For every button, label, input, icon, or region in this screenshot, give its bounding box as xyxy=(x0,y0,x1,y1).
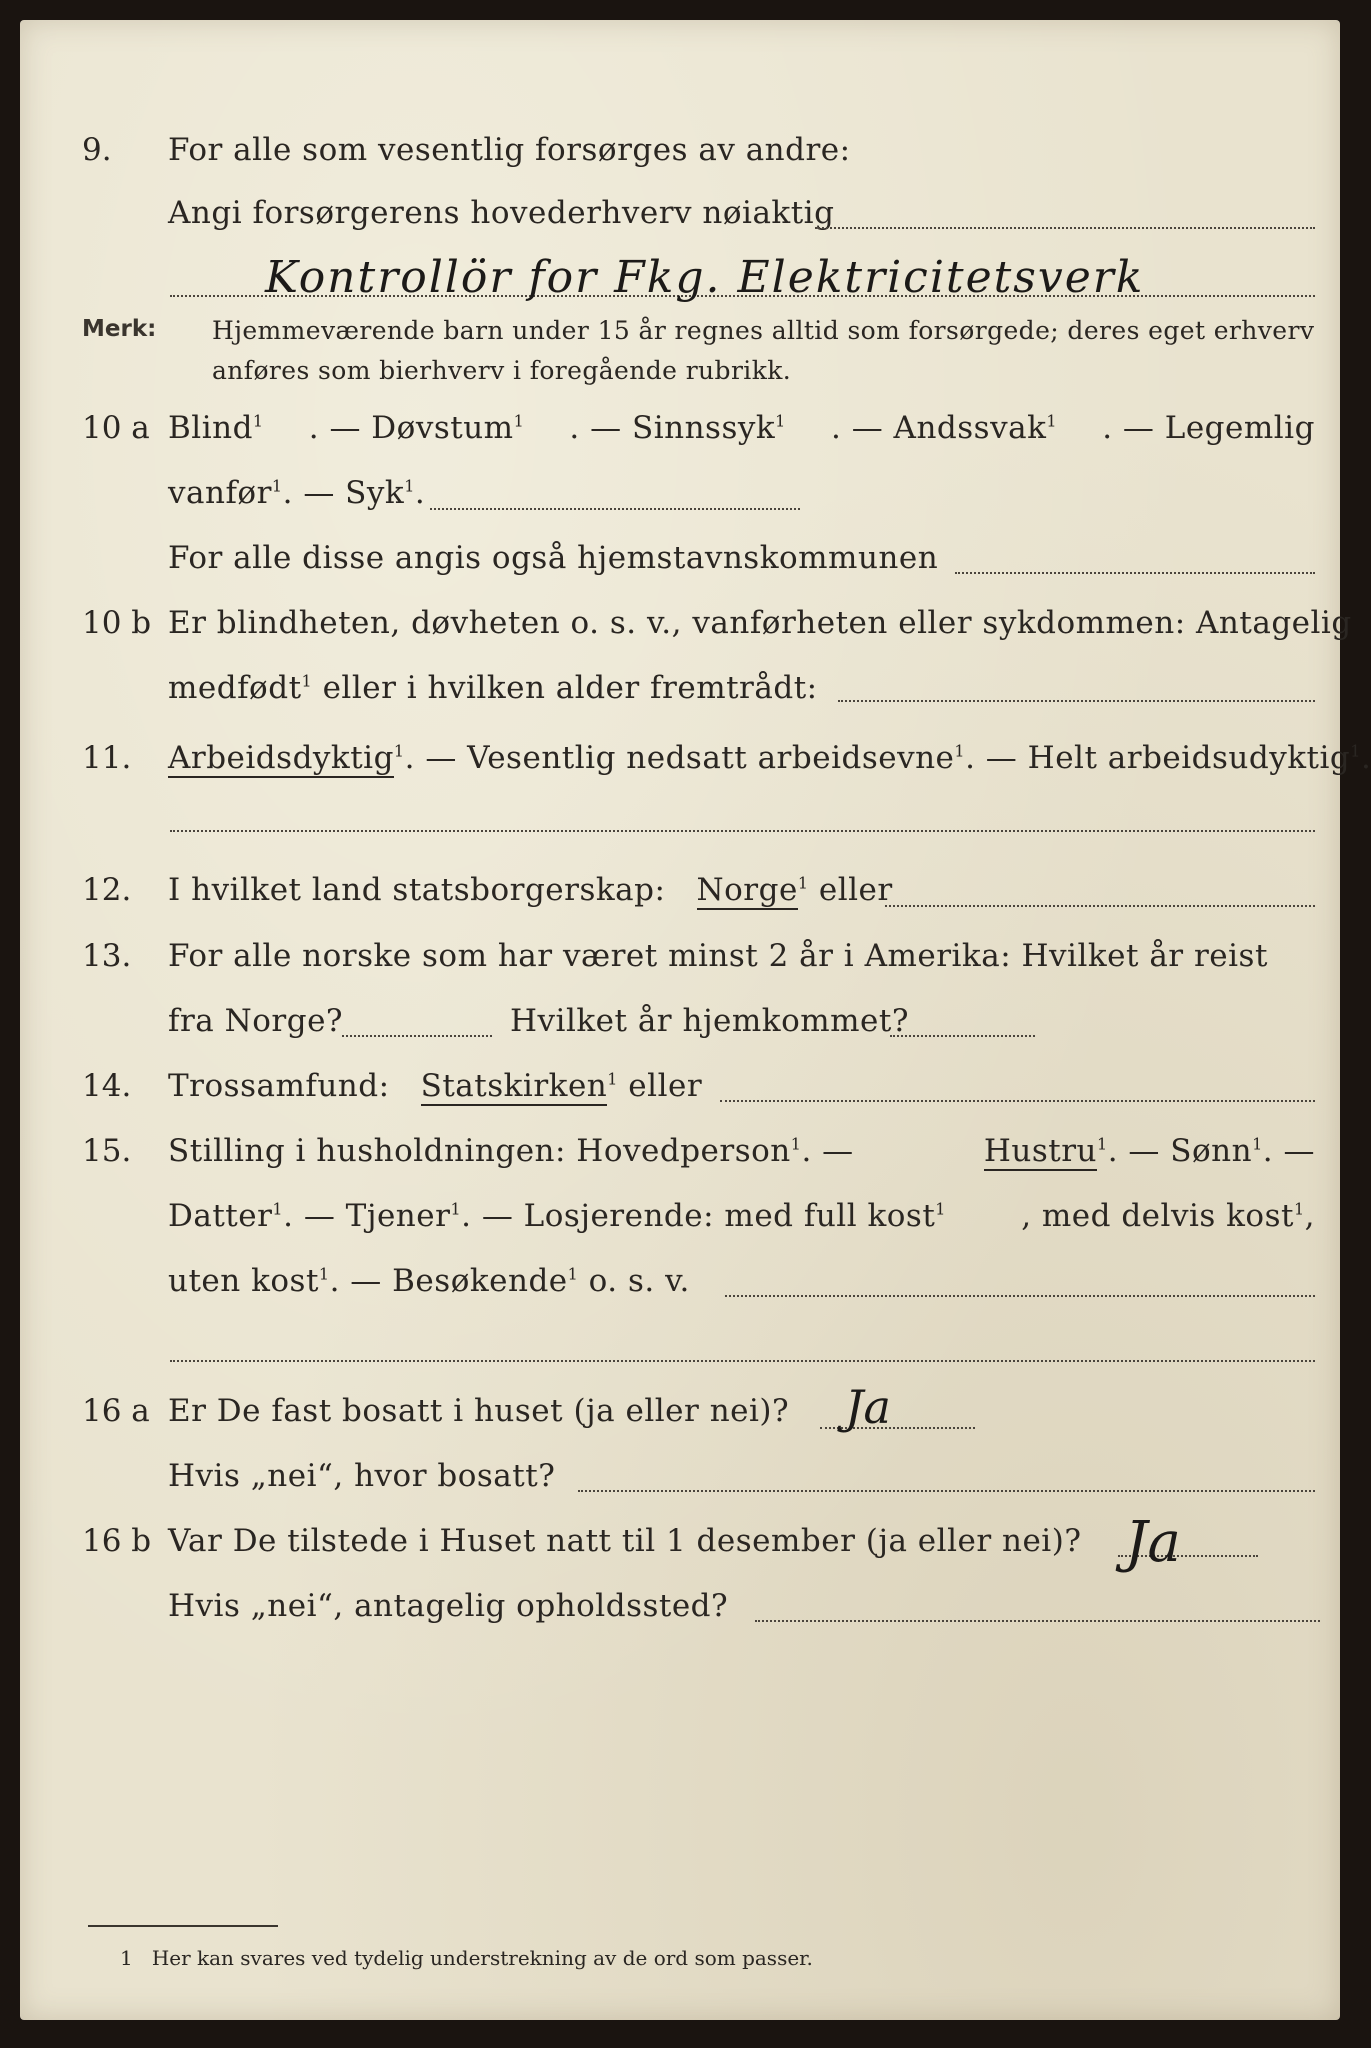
q16a-field xyxy=(820,1427,975,1429)
q10a-hjemstavn-field xyxy=(955,572,1315,574)
q16b-line2: Hvis „nei“, antagelig opholdssted? xyxy=(168,1588,729,1624)
q16a-line2: Hvis „nei“, hvor bosatt? xyxy=(168,1458,556,1494)
q10a-line1: Blind$^1$ . — Døvstum$^1$ . — Sinnssyk$^1$ . — Andssvak$^1$ . — Legemlig xyxy=(168,410,1315,446)
q10a-syk-field xyxy=(430,508,800,510)
q15-line3: uten kost$^1$. — Besøkende$^1$ o. s. v. xyxy=(168,1263,690,1299)
q11-number: 11. xyxy=(82,740,132,776)
q13-line1: For alle norske som har været minst 2 år i Amerika: Hvilket år reist xyxy=(168,938,1268,974)
q11-underlined-choice: Arbeidsdyktig xyxy=(168,740,394,776)
q14-underlined-choice: Statskirken xyxy=(420,1068,608,1104)
q13-line2b: Hvilket år hjemkommet? xyxy=(510,1003,909,1039)
q12-underlined-choice: Norge xyxy=(696,872,798,908)
q13-hjemkommet-field xyxy=(890,1035,1035,1037)
q16a-handwritten-answer: Ja xyxy=(845,1380,891,1434)
q13-reist-field xyxy=(342,1035,492,1037)
q9-line1: For alle som vesentlig forsørges av andre: xyxy=(168,132,851,168)
q9-number: 9. xyxy=(82,132,112,168)
q15-line2: Datter$^1$. — Tjener$^1$. — Losjerende: med full kost$^1$ , med delvis kost$^1$, xyxy=(168,1198,1315,1234)
q15-field-2 xyxy=(170,1360,1315,1362)
census-form-page xyxy=(20,20,1371,2020)
q16b-handwritten-answer: Ja xyxy=(1125,1510,1181,1575)
q16a-line1: Er De fast bosatt i huset (ja eller nei)? xyxy=(168,1393,790,1429)
q10a-line2: vanfør$^1$. — Syk$^1$. xyxy=(168,475,426,511)
q15-underlined-choice: Hustru xyxy=(983,1133,1097,1169)
q10b-line1: Er blindheten, døvheten o. s. v., vanførheten eller sykdommen: Antagelig xyxy=(168,605,1352,641)
q11-field xyxy=(170,830,1315,832)
q16a-number: 16 a xyxy=(82,1393,150,1429)
footnote-rule xyxy=(88,1925,278,1927)
footnote: 1 Her kan svares ved tydelig understrekning av de ord som passer. xyxy=(120,1946,813,1970)
q14-number: 14. xyxy=(82,1068,132,1104)
q13-number: 13. xyxy=(82,938,132,974)
q13-line2a: fra Norge? xyxy=(168,1003,344,1039)
q9-line2: Angi forsørgerens hovederhverv nøiaktig xyxy=(168,195,835,231)
merk-line2: anføres som bierhverv i foregående rubrikk. xyxy=(212,356,792,385)
q10a-number: 10 a xyxy=(82,410,150,446)
q16b-line1: Var De tilstede i Huset natt til 1 desember (ja eller nei)? xyxy=(168,1523,1082,1559)
q9-handwritten-answer: Kontrollör for Fkg. Elektricitetsverk xyxy=(265,252,1145,303)
q14-field xyxy=(720,1100,1315,1102)
q11-line: Arbeidsdyktig$^1$. — Vesentlig nedsatt arbeidsevne$^1$ . — Helt arbeidsudyktig$^1$. xyxy=(168,740,1371,776)
merk-label: Merk: xyxy=(82,316,157,342)
q15-field xyxy=(725,1295,1315,1297)
q10b-field xyxy=(838,700,1315,702)
q16a-bosatt-field xyxy=(578,1490,1315,1492)
q16b-opholdssted-field xyxy=(755,1620,1320,1622)
merk-line1: Hjemmeværende barn under 15 år regnes alltid som forsørgede; deres eget erhverv xyxy=(212,316,1315,345)
q14-line: Trossamfund: Statskirken$^1$ eller xyxy=(168,1068,703,1104)
q16b-number: 16 b xyxy=(82,1523,152,1559)
q15-line1: Stilling i husholdningen: Hovedperson$^1$. — Hustru$^1$. — Sønn$^1$. — xyxy=(168,1133,1315,1169)
q12-number: 12. xyxy=(82,872,132,908)
q12-field xyxy=(885,905,1315,907)
q10a-line3: For alle disse angis også hjemstavnskommunen xyxy=(168,540,939,576)
q10b-number: 10 b xyxy=(82,605,152,641)
q9-dotted-field xyxy=(815,227,1315,229)
q12-line: I hvilket land statsborgerskap: Norge$^1$ eller xyxy=(168,872,893,908)
q15-number: 15. xyxy=(82,1133,132,1169)
q10b-line2: medfødt$^1$ eller i hvilken alder fremtrådt: xyxy=(168,670,818,706)
